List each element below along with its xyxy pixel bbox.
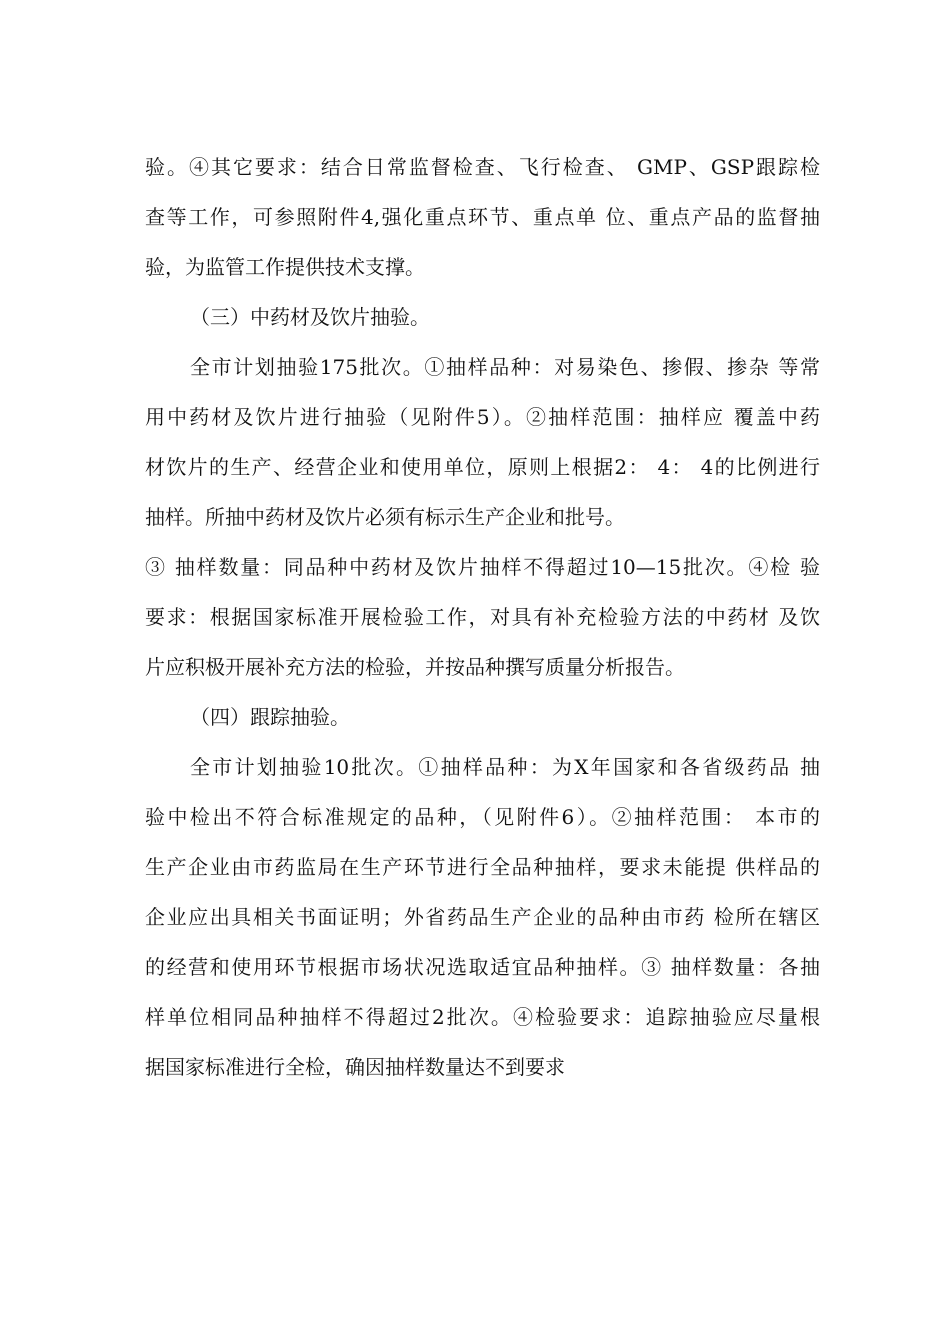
section-heading: （四）跟踪抽验。 (190, 705, 350, 729)
text-line: 抽样。所抽中药材及饮片必须有标示生产企业和批号。 (145, 505, 625, 529)
section-heading: （三）中药材及饮片抽验。 (190, 305, 430, 329)
text-line: 验，为监管工作提供技术支撑。 (145, 255, 425, 279)
text-line: 样单位相同品种抽样不得超过2批次。④检验要求：追踪抽验应尽量根 (145, 1005, 820, 1029)
text-line: 生产企业由市药监局在生产环节进行全品种抽样，要求未能提 供样品的 (145, 855, 820, 879)
text-line: 全市计划抽验10批次。①抽样品种：为X年国家和各省级药品 抽 (190, 755, 820, 779)
text-line: 材饮片的生产、经营企业和使用单位，原则上根据2： 4： 4的比例进行 (145, 455, 820, 479)
text-line: 全市计划抽验175批次。①抽样品种：对易染色、掺假、掺杂 等常 (190, 355, 820, 379)
text-line: 据国家标准进行全检，确因抽样数量达不到要求 (145, 1055, 565, 1079)
text-line: 用中药材及饮片进行抽验（见附件5）。②抽样范围：抽样应 覆盖中药 (145, 405, 820, 429)
text-line: 验中检出不符合标准规定的品种，（见附件6）。②抽样范围： 本市的 (145, 805, 820, 829)
text-line: 企业应出具相关书面证明；外省药品生产企业的品种由市药 检所在辖区 (145, 905, 820, 929)
body-text (145, 142, 820, 1092)
text-line: 要求：根据国家标准开展检验工作，对具有补充检验方法的中药材 及饮 (145, 605, 820, 629)
text-line: ③ 抽样数量：同品种中药材及饮片抽样不得超过10—15批次。④检 验 (145, 555, 820, 579)
text-line: 查等工作，可参照附件4,强化重点环节、重点单 位、重点产品的监督抽 (145, 205, 820, 229)
text-line: 片应积极开展补充方法的检验，并按品种撰写质量分析报告。 (145, 655, 685, 679)
text-line: 验。④其它要求：结合日常监督检查、飞行检查、 GMP、GSP跟踪检 (145, 155, 820, 179)
text-line: 的经营和使用环节根据市场状况选取适宜品种抽样。③ 抽样数量：各抽 (145, 955, 820, 979)
